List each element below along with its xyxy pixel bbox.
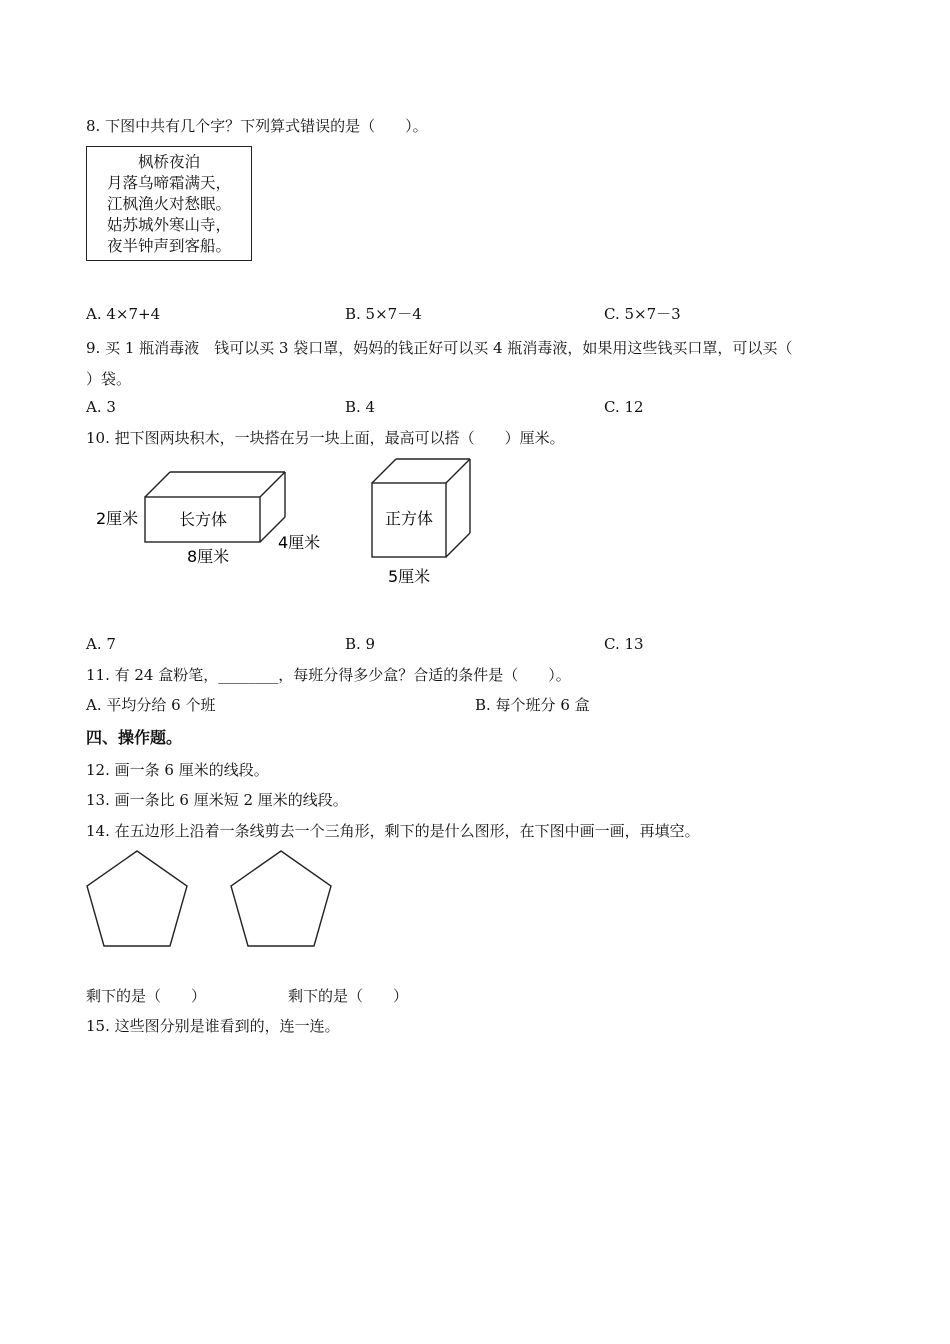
q10-option-b: B. 9 — [345, 635, 376, 653]
pentagons-figure — [86, 848, 346, 952]
cube-label: 正方体 — [384, 509, 434, 528]
question-15-stem: 15. 这些图分别是谁看到的，连一连。 — [86, 1017, 340, 1035]
q10-option-c: C. 13 — [604, 635, 644, 653]
question-9-stem-cont: ）袋。 — [86, 370, 132, 388]
cuboid-length-label: 8厘米 — [187, 547, 230, 566]
pentagon-right — [231, 851, 331, 946]
blocks-figure — [86, 452, 486, 592]
q10-option-a: A. 7 — [86, 635, 116, 653]
question-9-stem: 9. 买 1 瓶消毒液 钱可以买 3 袋口罩，妈妈的钱正好可以买 4 瓶消毒液，如果用这些钱买口罩，可以买（ — [86, 339, 793, 357]
poem-title: 枫桥夜泊 — [137, 153, 200, 171]
cube-edge-label: 5厘米 — [388, 567, 431, 586]
q11-option-a: A. 平均分给 6 个班 — [86, 696, 216, 714]
poem-line: 月落乌啼霜满天， — [106, 174, 231, 192]
q9-option-c: C. 12 — [604, 398, 644, 416]
cuboid-label: 长方体 — [178, 510, 228, 529]
q11-option-b: B. 每个班分 6 盒 — [475, 696, 590, 714]
section-heading: 四、操作题。 — [86, 728, 183, 747]
poem-line: 夜半钟声到客船。 — [106, 237, 231, 255]
q9-option-b: B. 4 — [345, 398, 376, 416]
poem-line: 江枫渔火对愁眠。 — [106, 195, 231, 213]
question-10-stem: 10. 把下图两块积木，一块搭在另一块上面，最高可以搭（ ）厘米。 — [86, 429, 565, 447]
pentagon-left — [87, 851, 187, 946]
cube-figure — [372, 459, 470, 557]
cuboid-figure — [145, 472, 285, 542]
q14-answer-left: 剩下的是（ ） — [86, 987, 207, 1005]
question-12-stem: 12. 画一条 6 厘米的线段。 — [86, 761, 269, 779]
q9-option-a: A. 3 — [86, 398, 116, 416]
question-13-stem: 13. 画一条比 6 厘米短 2 厘米的线段。 — [86, 791, 348, 809]
poem-line: 姑苏城外寒山寺， — [106, 216, 231, 234]
cuboid-height-label: 2厘米 — [96, 509, 139, 528]
question-8-stem: 8. 下图中共有几个字？下列算式错误的是（ ）。 — [86, 117, 428, 135]
question-11-stem: 11. 有 24 盒粉笔，________，每班分得多少盒？合适的条件是（ ）。 — [86, 666, 571, 684]
question-14-stem: 14. 在五边形上沿着一条线剪去一个三角形，剩下的是什么图形，在下图中画一画，再填空。 — [86, 822, 700, 840]
q8-option-a: A. 4×7+4 — [86, 305, 161, 323]
poem-box — [86, 146, 252, 261]
cuboid-width-label: 4厘米 — [278, 533, 321, 552]
q8-option-b: B. 5×7－4 — [345, 305, 422, 323]
q8-option-c: C. 5×7－3 — [604, 305, 681, 323]
q14-answer-right: 剩下的是（ ） — [288, 987, 409, 1005]
